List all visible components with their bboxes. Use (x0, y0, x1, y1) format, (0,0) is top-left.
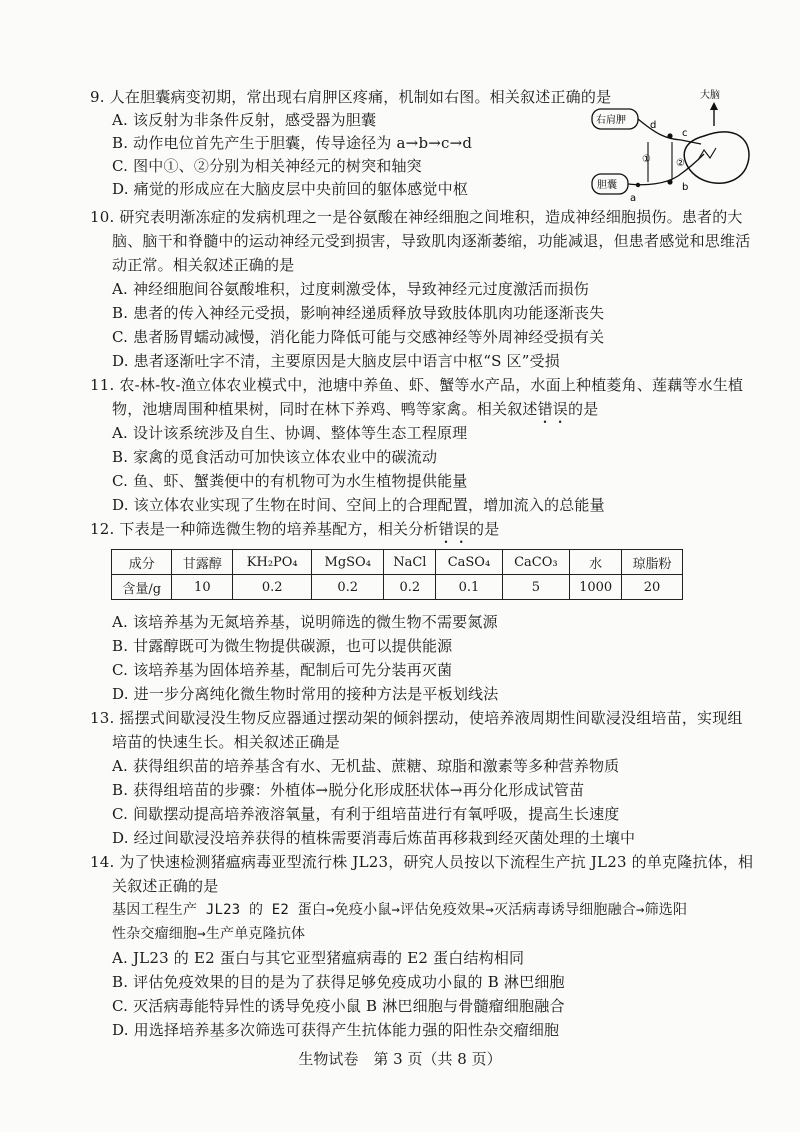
q10-stem-line-2: 脑、脑干和脊髓中的运动神经元受到损害，导致肌肉逐渐萎缩，功能减退，但患者感觉和思维活 (112, 232, 751, 250)
q11-stem-tail: 的是 (568, 400, 599, 418)
q9-stem: 9. 人在胆囊病变初期，常出现右肩胛区疼痛，机制如右图。相关叙述正确的是 (90, 88, 612, 106)
q12-option-d: D. 进一步分离纯化微生物时常用的接种方法是平板划线法 (112, 685, 499, 703)
shoulder-label: 右肩胛 (596, 115, 626, 126)
q9-option-a: A. 该反射为非条件反射，感受器为胆囊 (112, 111, 377, 129)
table-cell: 10 (172, 575, 233, 600)
table-cell: 含量/g (112, 575, 172, 600)
q13-stem-line-2: 培苗的快速生长。相关叙述正确是 (112, 733, 341, 751)
q10-stem-line-1: 10. 研究表明渐冻症的发病机理之一是谷氨酸在神经细胞之间堆积，造成神经细胞损伤。患者的大 (90, 208, 743, 226)
table-cell: 0.1 (436, 575, 502, 600)
q12-stem-text: 12. 下表是一种筛选微生物的培养基配方，相关分析 (90, 520, 439, 538)
arrow-head-icon (710, 102, 718, 110)
q12-option-c: C. 该培养基为固体培养基，配制后可先分装再灭菌 (112, 661, 453, 679)
table-header-cell: KH₂PO₄ (233, 550, 312, 575)
table-cell: 1000 (570, 575, 622, 600)
spinal-cord-outline (684, 132, 749, 183)
q10-option-b: B. 患者的传入神经元受损，影响神经递质释放导致肢体肌肉功能逐渐丧失 (112, 304, 605, 322)
q14-option-a: A. JL23 的 E2 蛋白与其它亚型猪瘟病毒的 E2 蛋白结构相同 (112, 949, 525, 967)
q11-option-d: D. 该立体农业实现了生物在时间、空间上的合理配置，增加流入的总能量 (112, 496, 605, 514)
q14-option-c: C. 灭活病毒能特异性的诱导免疫小鼠 B 淋巴细胞与骨髓瘤细胞融合 (112, 997, 565, 1015)
medium-recipe-table (111, 549, 683, 600)
q14-option-d: D. 用选择培养基多次筛选可获得产生抗体能力强的阳性杂交瘤细胞 (112, 1021, 560, 1039)
table-header-row (112, 550, 683, 575)
label-2: ② (676, 158, 685, 169)
q11-stem-text: 物，池塘周围种植果树，同时在林下养鸡、鸭等家禽。相关叙述 (112, 400, 538, 418)
table-cell: 20 (622, 575, 683, 600)
table-cell: 0.2 (384, 575, 436, 600)
label-a: a (630, 193, 637, 204)
table-cell: 0.2 (233, 575, 312, 600)
table-header-cell: NaCl (384, 550, 436, 575)
q14-flow-line-1: 基因工程生产 JL23 的 E2 蛋白→免疫小鼠→评估免疫效果→灭活病毒诱导细胞融合→筛选阳 (112, 902, 688, 918)
table-header-cell: CaCO₃ (502, 550, 570, 575)
table-header-cell: MgSO₄ (312, 550, 384, 575)
q11-option-a: A. 设计该系统涉及自生、协调、整体等生态工程原理 (112, 424, 468, 442)
page-footer: 生物试卷 第 3 页（共 8 页） (298, 1050, 502, 1068)
q12-option-b: B. 甘露醇既可为微生物提供碳源，也可以提供能源 (112, 637, 453, 655)
q13-option-c: C. 间歇摆动提高培养液溶氧量，有利于组培苗进行有氧呼吸，提高生长速度 (112, 805, 620, 823)
q11-option-b: B. 家禽的觅食活动可加快该立体农业中的碳流动 (112, 448, 438, 466)
q13-option-b: B. 获得组培苗的步骤：外植体→脱分化形成胚状体→再分化形成试管苗 (112, 781, 585, 799)
table-header-cell: 甘露醇 (172, 550, 233, 575)
q14-flow-line-2: 性杂交瘤细胞→生产单克隆抗体 (112, 926, 306, 942)
brain-label: 大脑 (700, 90, 720, 101)
q14-stem-line-2: 关叙述正确的是 (112, 877, 219, 895)
pathway-d (638, 119, 701, 144)
table-row (112, 575, 683, 600)
gallbladder-label: 胆囊 (597, 180, 617, 191)
q12-stem (90, 518, 499, 547)
label-1: ① (642, 154, 651, 165)
q14-stem-line-1: 14. 为了快速检测猪瘟病毒亚型流行株 JL23，研究人员按以下流程生产抗 JL23 的单克隆抗体，相 (90, 853, 754, 871)
label-c: c (682, 128, 688, 139)
table-cell: 0.2 (312, 575, 384, 600)
q12-option-a: A. 该培养基为无氮培养基，说明筛选的微生物不需要氮源 (112, 613, 498, 631)
q9-option-c: C. 图中①、②分别为相关神经元的树突和轴突 (112, 157, 422, 175)
q12-stem-tail: 的是 (469, 520, 500, 538)
node-c (667, 133, 672, 138)
table-cell: 5 (502, 575, 570, 600)
q11-option-c: C. 鱼、虾、蟹粪便中的有机物可为水生植物提供能量 (112, 472, 468, 490)
node-b (667, 179, 672, 184)
q9-option-b: B. 动作电位首先产生于胆囊，传导途径为 a→b→c→d (112, 134, 473, 152)
label-b: b (682, 182, 689, 193)
q13-stem-line-1: 13. 摇摆式间歇浸没生物反应器通过摆动架的倾斜摆动，使培养液周期性间歇浸没组培苗，实现组 (90, 709, 743, 727)
q12-emphasis: 错误 (438, 520, 470, 538)
q10-option-d: D. 患者逐渐吐字不清，主要原因是大脑皮层中语言中枢“S 区”受损 (112, 352, 561, 370)
q10-option-c: C. 患者肠胃蠕动减慢，消化能力降低可能与交感神经等外周神经受损有关 (112, 328, 605, 346)
node-a (636, 183, 640, 187)
pathway-a (628, 154, 704, 185)
q14-option-b: B. 评估免疫效果的目的是为了获得足够免疫成功小鼠的 B 淋巴细胞 (112, 973, 565, 991)
q10-stem-line-3: 动正常。相关叙述正确的是 (112, 256, 295, 274)
q13-option-a: A. 获得组织苗的培养基含有水、无机盐、蔗糖、琼脂和激素等多种营养物质 (112, 757, 620, 775)
gray-matter (698, 148, 716, 160)
q9-option-d: D. 痛觉的形成应在大脑皮层中央前回的躯体感觉中枢 (112, 180, 469, 198)
table-header-cell: 成分 (112, 550, 172, 575)
label-d: d (650, 120, 657, 131)
q10-option-a: A. 神经细胞间谷氨酸堆积，过度刺激受体，导致神经元过度激活而损伤 (112, 280, 589, 298)
q11-emphasis: 错误 (537, 400, 569, 418)
q13-option-d: D. 经过间歇浸没培养获得的植株需要消毒后炼苗再移栽到经灭菌处理的土壤中 (112, 829, 636, 847)
q11-stem-line-1: 11. 农-林-牧-渔立体农业模式中，池塘中养鱼、虾、蟹等水产品，水面上种植菱角、莲藕等水生植 (90, 376, 744, 394)
table-header-cell: 水 (570, 550, 622, 575)
table-header-cell: CaSO₄ (436, 550, 502, 575)
reflex-arc-diagram (586, 84, 776, 204)
table-header-cell: 琼脂粉 (622, 550, 683, 575)
